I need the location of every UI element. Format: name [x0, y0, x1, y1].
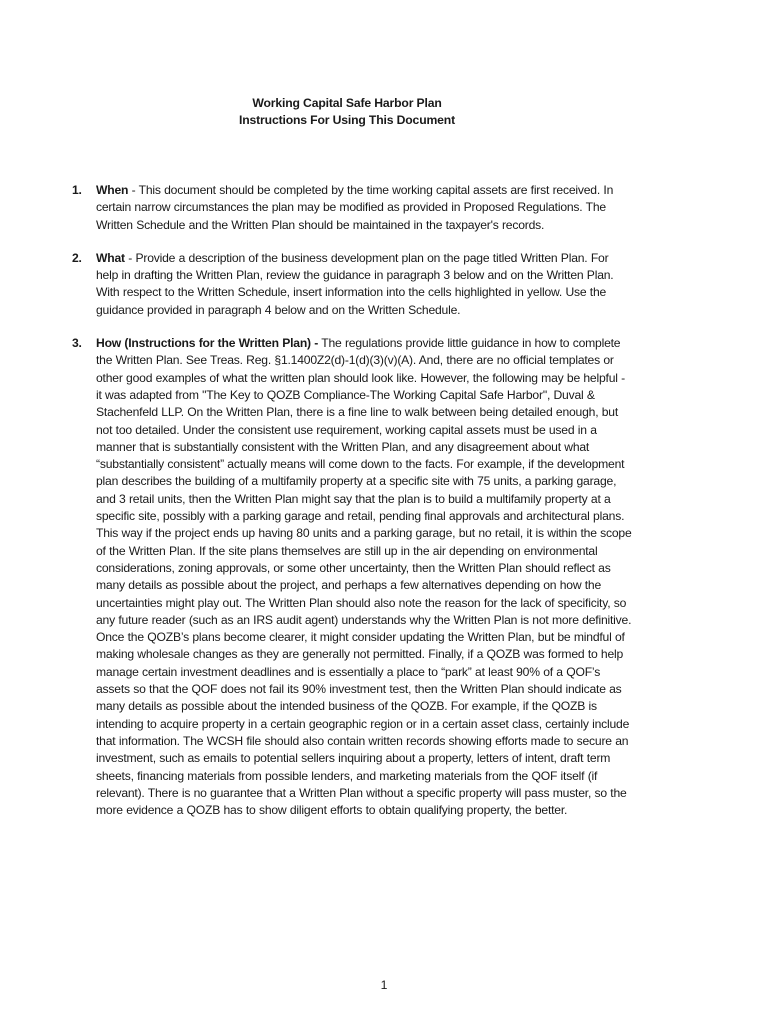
item-number: 3.	[72, 336, 82, 351]
instruction-list	[72, 182, 632, 835]
instruction-item-when	[72, 182, 632, 234]
page-number: 1	[380, 978, 388, 992]
document-subtitle: Instructions For Using This Document	[238, 113, 456, 127]
item-heading: What	[96, 250, 125, 265]
document-title: Working Capital Safe Harbor Plan	[252, 96, 442, 110]
item-text: The regulations provide little guidance in how to complete the Written Plan. See Treas. Reg. §1.1400Z2(d)-1(d)(3)(v)(A). And, there are no official templates or other good examples of what the written plan should look like. However, the following may be helpful - it was adapted from "The Key to QOZB Compliance-The Working Capital Safe Harbor", Duval & Stachenfeld LLP. On the Written Plan, there is a fine line to walk between being detailed enough, but not too detailed. Under the consistent use requirement, working capital assets must be used in a manner that is substantially consistent with the Written Plan, and any disagreement about what “substantially consistent” actually means will come down to the facts. For example, if the development plan describes the building of a multifamily property at a specific site with 75 units, a parking garage, and 3 retail units, then the Written Plan might say that the plan is to build a multifamily property at a specific site, possibly with a parking garage and retail, pending final approvals and architectural plans. This way if the project ends up having 80 units and a parking garage, but no retail, it is within the scope of the Written Plan. If the site plans themselves are still up in the air depending on environmental considerations, zoning approvals, or some other uncertainty, then the Written Plan should reflect as many details as possible about the project, and perhaps a few alternatives depending on how the uncertainties might play out. The Written Plan should also note the reason for the lack of specificity, so any future reader (such as an IRS audit agent) understands why the Written Plan is not more definitive. Once the QOZB’s plans become clearer, it might consider updating the Written Plan, but be mindful of making wholesale changes as they are generally not permitted. Finally, if a QOZB was formed to help manage certain investment deadlines and is essentially a place to “park” at least 90% of a QOF’s assets so that the QOF does not fail its 90% investment test, then the Written Plan should indicate as many details as possible about the intended business of the QOZB. For example, if the QOZB is intending to acquire property in a certain geographic region or in a certain asset class, certainly include that information. The WCSH file should also contain written records showing efforts made to secure an investment, such as emails to potential sellers inquiring about a property, letters of intent, draft term sheets, financing materials from possible lenders, and marketing materials from the QOF itself (if relevant). There is no guarantee that a Written Plan without a specific property will pass muster, so the more evidence a QOZB has to show diligent efforts to obtain qualifying property, the better.	[96, 336, 632, 818]
instruction-item-what	[72, 250, 632, 319]
item-heading: When	[96, 183, 129, 197]
item-number: 2.	[72, 250, 82, 265]
instruction-item-how	[72, 335, 632, 819]
item-text: - Provide a description of the business development plan on the page titled Written Plan. For help in drafting the Written Plan, review the guidance in paragraph 3 below and on the Written Plan. With respect to the Written Schedule, insert information into the cells highlighted in yellow. Use the guidance provided in paragraph 4 below and on the Written Schedule.	[96, 250, 614, 317]
item-number: 1.	[72, 183, 82, 197]
item-text: - This document should be completed by the time working capital assets are first received. In certain narrow circumstances the plan may be modified as provided in Proposed Regulations. The Written Schedule and the Written Plan should be maintained in the taxpayer's records.	[96, 183, 614, 232]
item-heading: How (Instructions for the Written Plan) -	[96, 336, 319, 351]
title-block	[0, 95, 694, 129]
